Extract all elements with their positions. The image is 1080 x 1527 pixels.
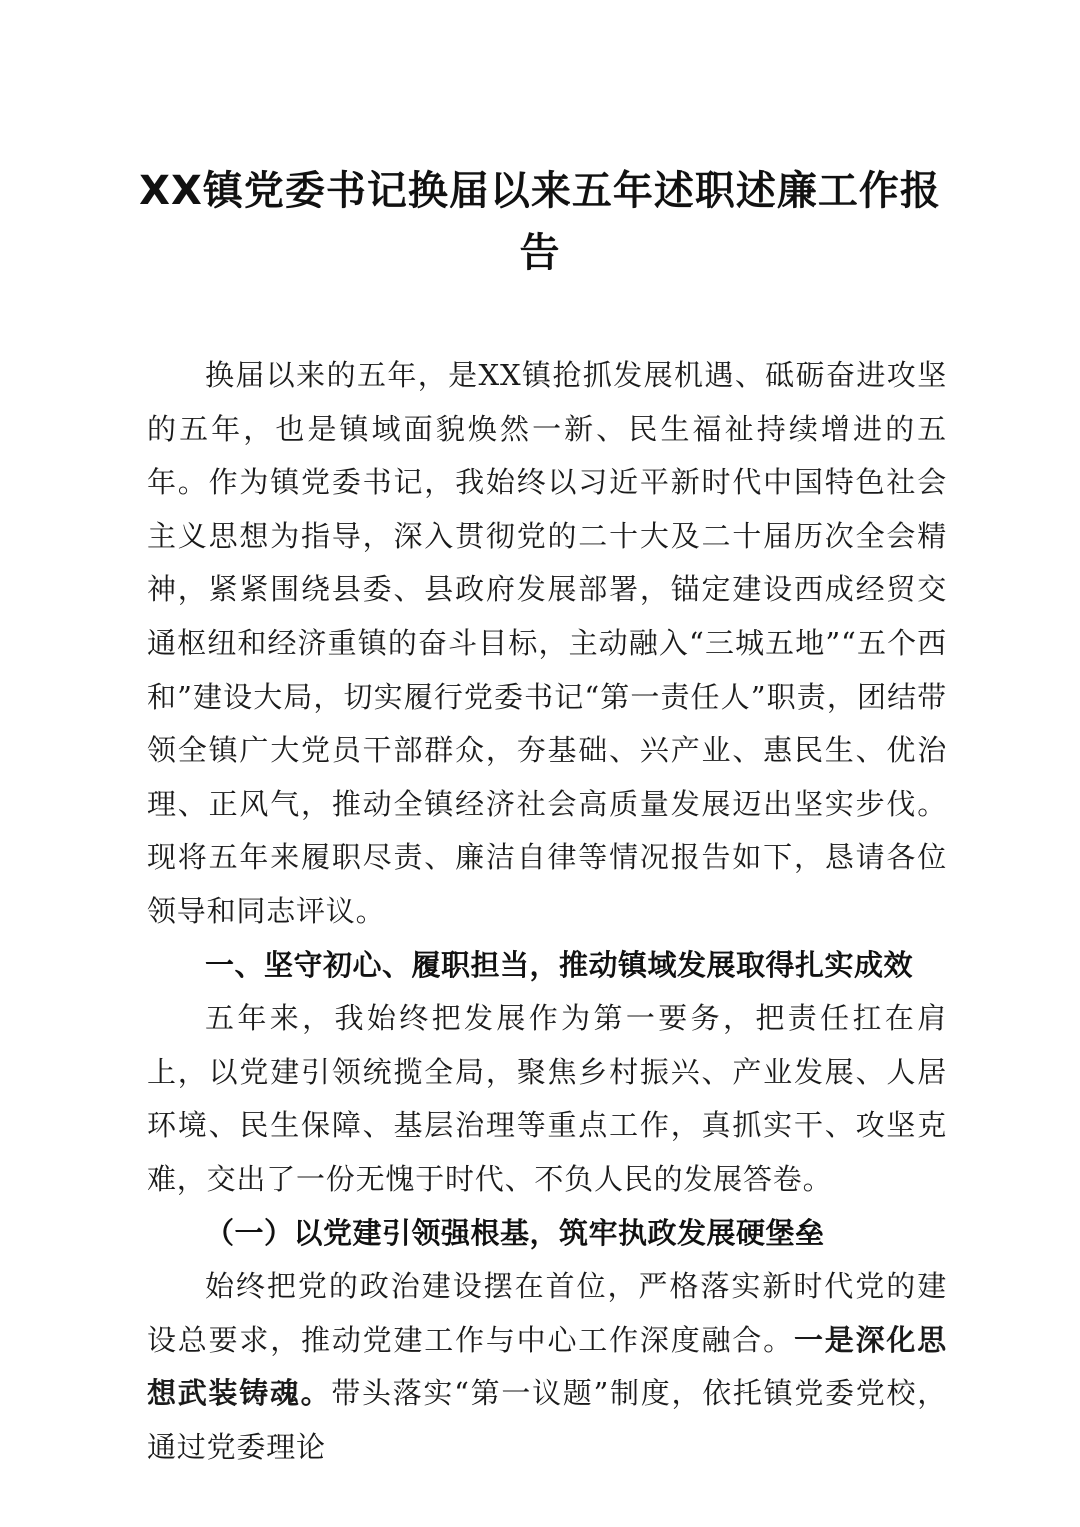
section-1-heading: 一、坚守初心、履职担当，推动镇域发展取得扎实成效: [205, 947, 914, 982]
subsection-1-heading: （一）以党建引领强根基，筑牢执政发展硬堡垒: [205, 1215, 825, 1250]
subsection-1-paragraph-start: 始终把党的政治建设摆在首位，严格落实新时代党的建设总要求，推动党建工作与中心工作深度融合。: [147, 1269, 947, 1357]
subsection-1-paragraph: [147, 1260, 947, 1474]
document-title: XX镇党委书记换届以来五年述职述廉工作报告: [139, 168, 941, 276]
section-1-paragraph: 五年来，我始终把发展作为第一要务，把责任扛在肩上，以党建引领统揽全局，聚焦乡村振兴、产业发展、人居环境、民生保障、基层治理等重点工作，真抓实干、攻坚克难，交出了一份无愧于时代、不负人民的发展答卷。: [147, 1001, 947, 1196]
subsection-1-paragraph-end: 带头落实“第一议题”制度，依托镇党委党校，通过党委理论: [147, 1376, 947, 1464]
subsection-1-bold-phrase: 一是深化思想武装铸魂。: [147, 1322, 947, 1411]
document-body: [147, 349, 947, 1474]
intro-paragraph: 换届以来的五年，是XX镇抢抓发展机遇、砥砺奋进攻坚的五年，也是镇域面貌焕然一新、民生福祉持续增进的五年。作为镇党委书记，我始终以习近平新时代中国特色社会主义思想为指导，深入贯彻党的二十大及二十届历次全会精神，紧紧围绕县委、县政府发展部署，锚定建设西成经贸交通枢纽和经济重镇的奋斗目标，主动融入“三城五地”“五个西和”建设大局，切实履行党委书记“第一责任人”职责，团结带领全镇广大党员干部群众，夯基础、兴产业、惠民生、优治理、正风气，推动全镇经济社会高质量发展迈出坚实步伐。现将五年来履职尽责、廉洁自律等情况报告如下，恳请各位领导和同志评议。: [147, 358, 947, 928]
